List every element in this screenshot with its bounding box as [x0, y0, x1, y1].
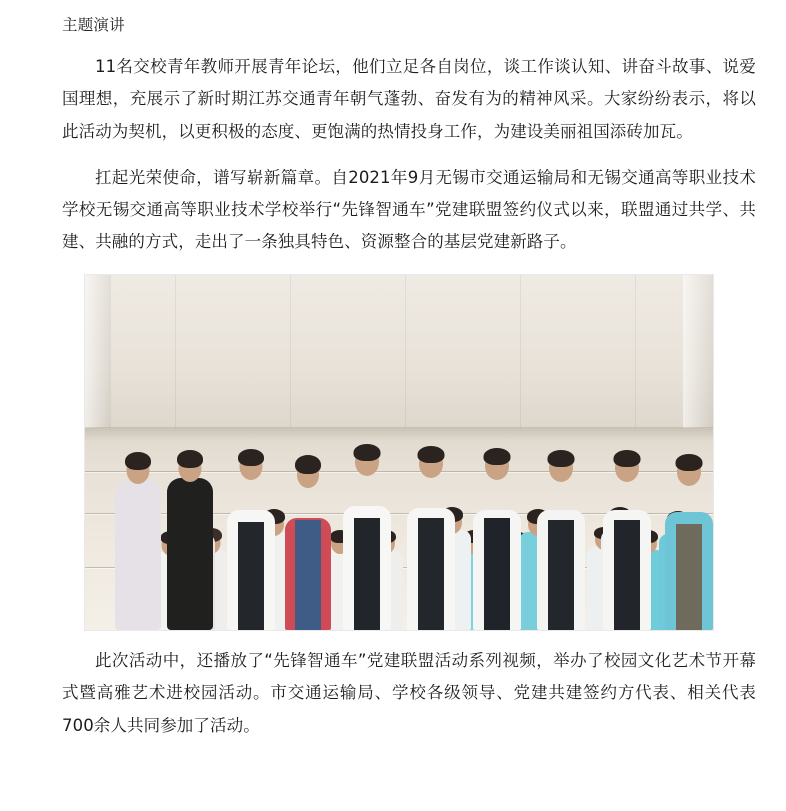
person-front	[167, 380, 213, 630]
person-front	[227, 372, 275, 630]
person-front	[473, 372, 521, 630]
wall-seam	[405, 275, 406, 428]
person-front	[603, 374, 651, 630]
person-front	[285, 378, 331, 630]
paragraph-2: 扛起光荣使命，谱写崭新篇章。自2021年9月无锡市交通运输局和无锡交通高等职业技术学校无锡交通高等职业技术学校举行“先锋智通车”党建联盟签约仪式以来，联盟通过共学、共建、共融的方式，走出了一条独具特色、资源整合的基层党建新路子。	[62, 167, 756, 252]
person-front	[665, 380, 713, 630]
section-heading: 主题演讲	[62, 16, 125, 34]
wall-pillar	[85, 275, 111, 431]
person-front	[343, 368, 391, 630]
person-front	[115, 382, 161, 630]
paragraph-3: 此次活动中，还播放了“先锋智通车”党建联盟活动系列视频，举办了校园文化艺术节开幕式暨高雅艺术进校园活动。市交通运输局、学校各级领导、党建共建签约方代表、相关代表700余人共同参加了活动。	[62, 651, 756, 735]
paragraph-1: 11名交校青年教师开展青年论坛，他们立足各自岗位，谈工作谈认知、讲奋斗故事、说爱国理想，充展示了新时期江苏交通青年朝气蓬勃、奋发有为的精神风采。大家纷纷表示，将以此活动为契机，以更积极的态度、更饱满的热情投身工作，为建设美丽祖国添砖加瓦。	[62, 57, 756, 141]
group-photo	[84, 274, 714, 631]
person-front	[537, 374, 585, 630]
person-front	[407, 370, 455, 630]
